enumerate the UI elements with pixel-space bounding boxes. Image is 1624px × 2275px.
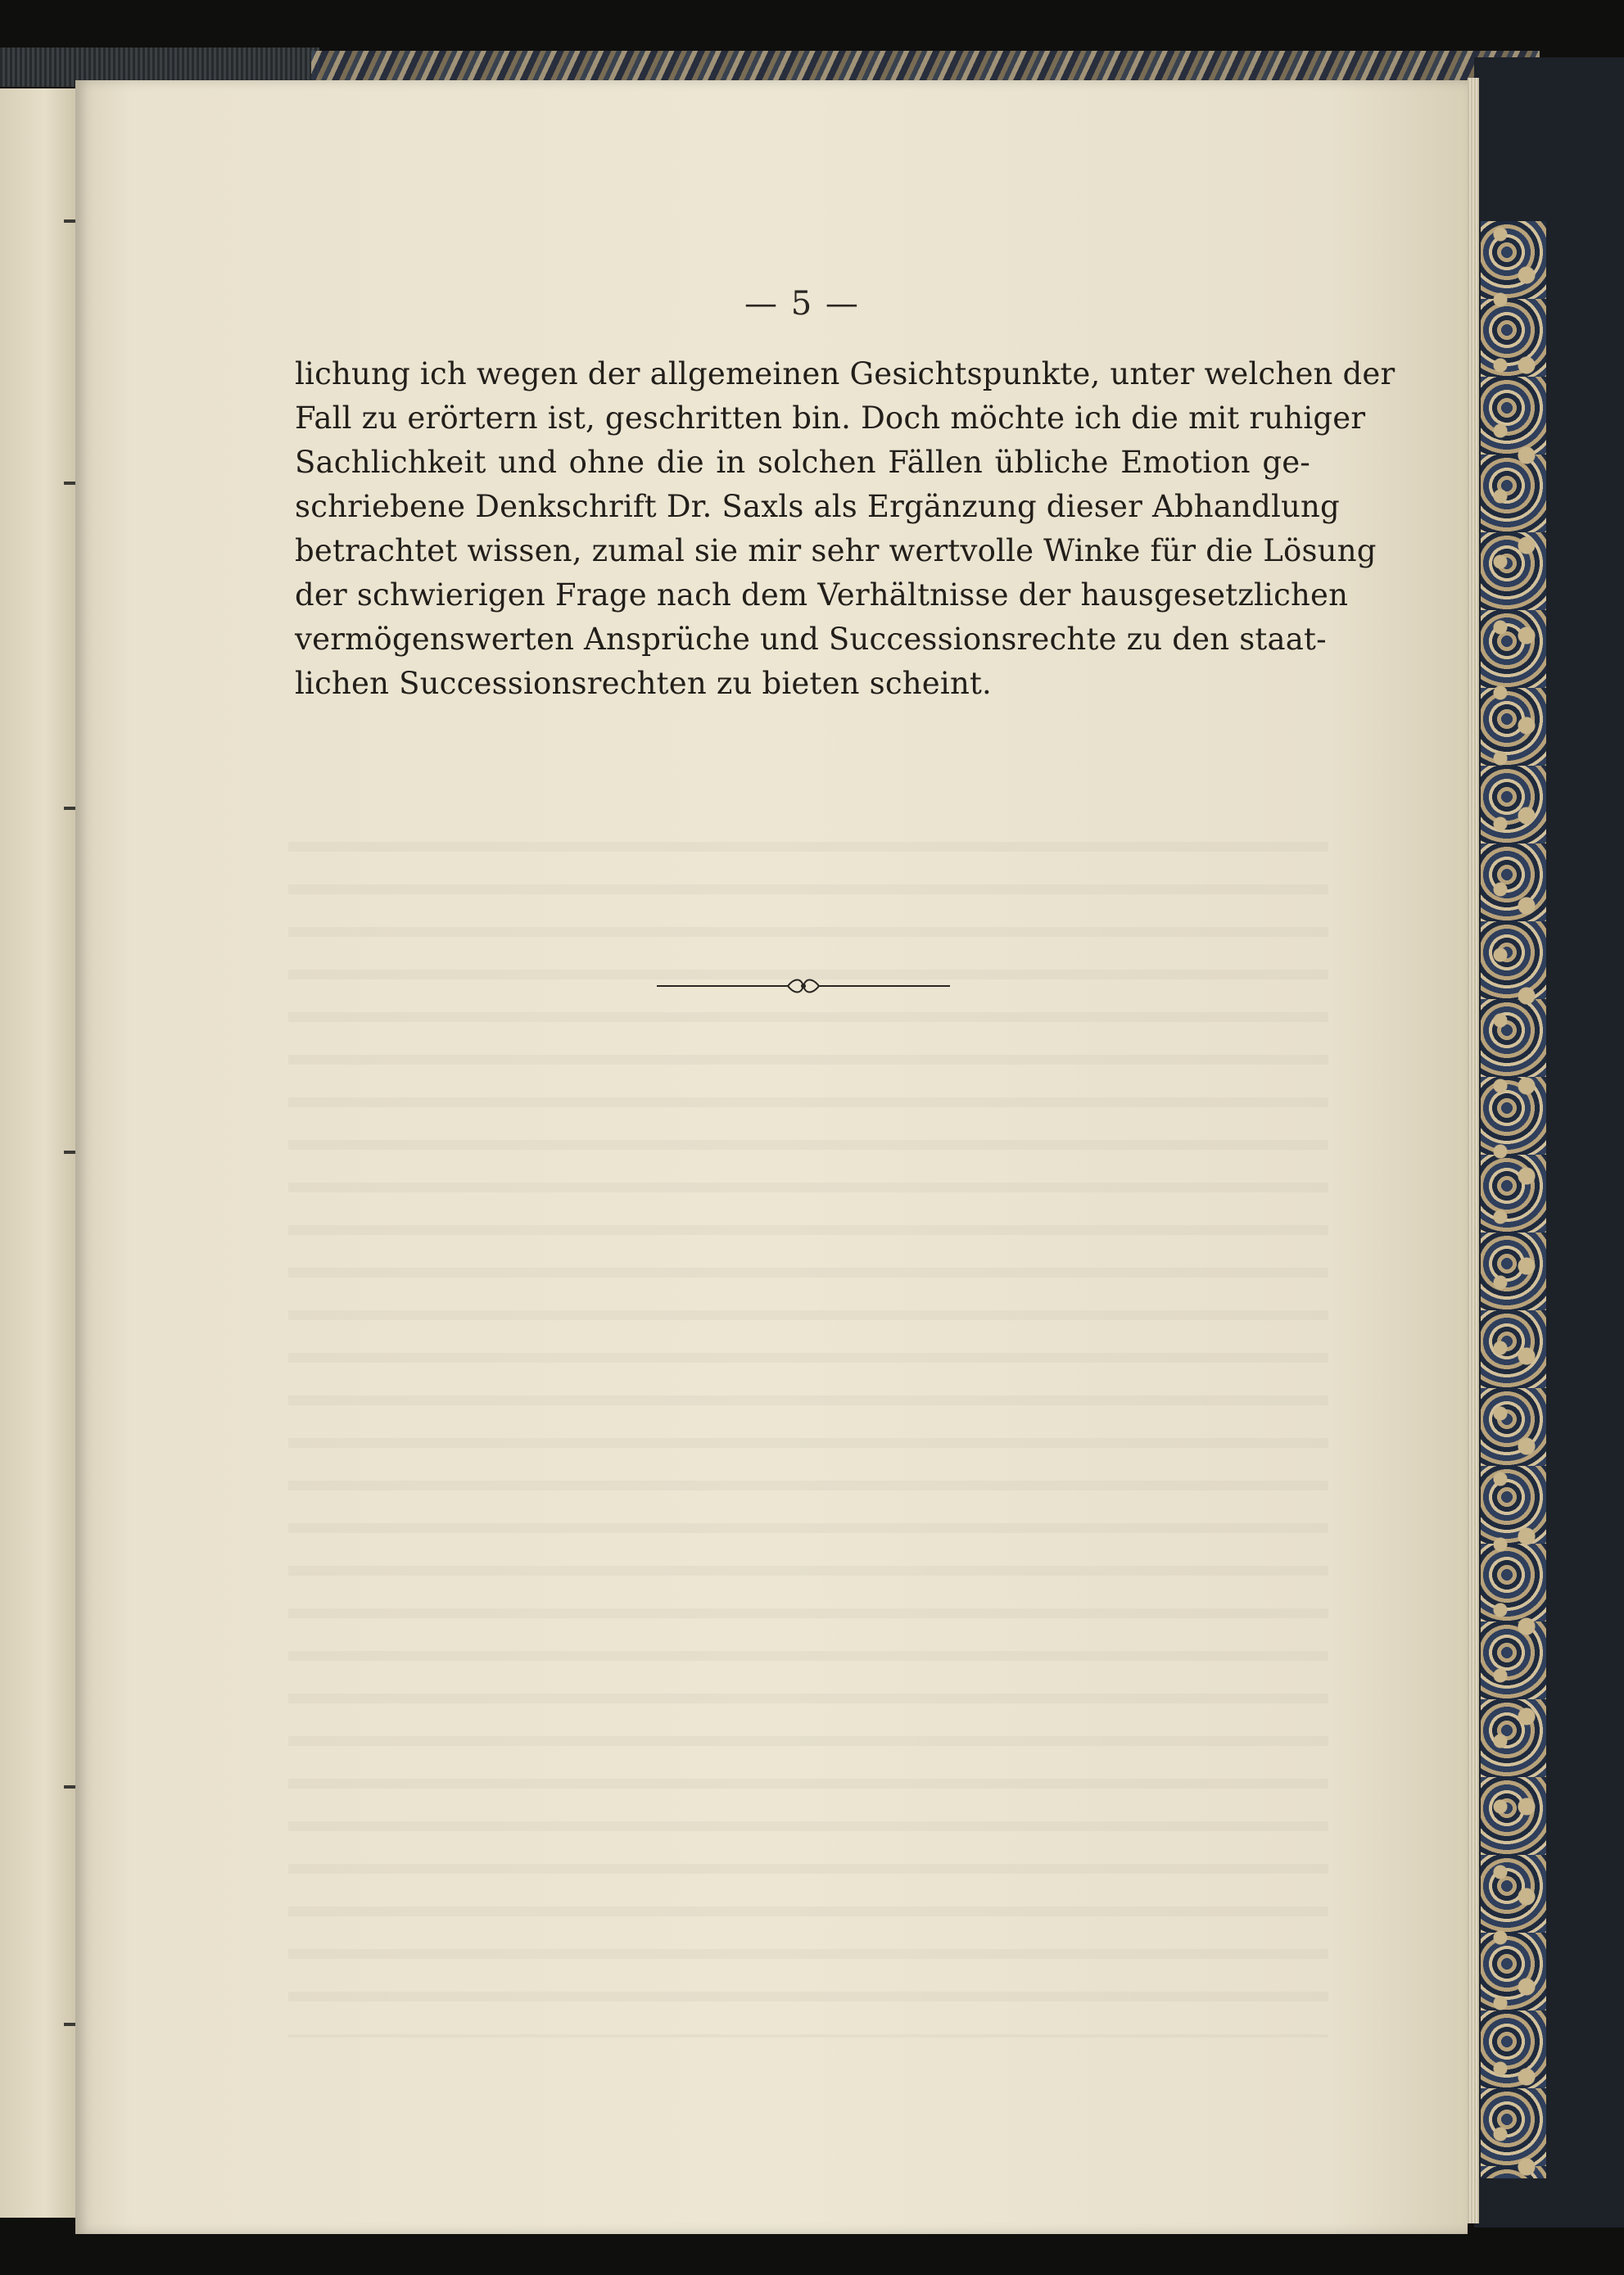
text-line: lichung ich wegen der allgemeinen Gesichtspunkte, unter welchen der <box>295 356 1396 391</box>
page-number: — 5 — <box>744 285 860 323</box>
marbled-cover-paper <box>1481 221 1546 2178</box>
fleuron-divider-icon <box>657 971 950 1001</box>
body-text <box>295 352 1396 706</box>
text-line: schriebene Denkschrift Dr. Saxls als Ergänzung dieser Abhandlung <box>295 489 1340 524</box>
text-line: Fall zu erörtern ist, geschritten bin. Doch möchte ich die mit ruhiger <box>295 400 1366 436</box>
text-line: betrachtet wissen, zumal sie mir sehr wertvolle Winke für die Lösung <box>295 533 1377 568</box>
text-line: Sachlichkeit und ohne die in solchen Fällen übliche Emotion ge- <box>295 445 1310 480</box>
book-page <box>75 80 1468 2234</box>
page-block-edge <box>1468 78 1479 2223</box>
text-line: lichen Successionsrechten zu bieten scheint. <box>295 666 993 701</box>
text-line: vermögenswerten Ansprüche und Successionsrechte zu den staat- <box>295 622 1327 657</box>
text-line: der schwierigen Frage nach dem Verhältnisse der hausgesetzlichen <box>295 577 1349 613</box>
